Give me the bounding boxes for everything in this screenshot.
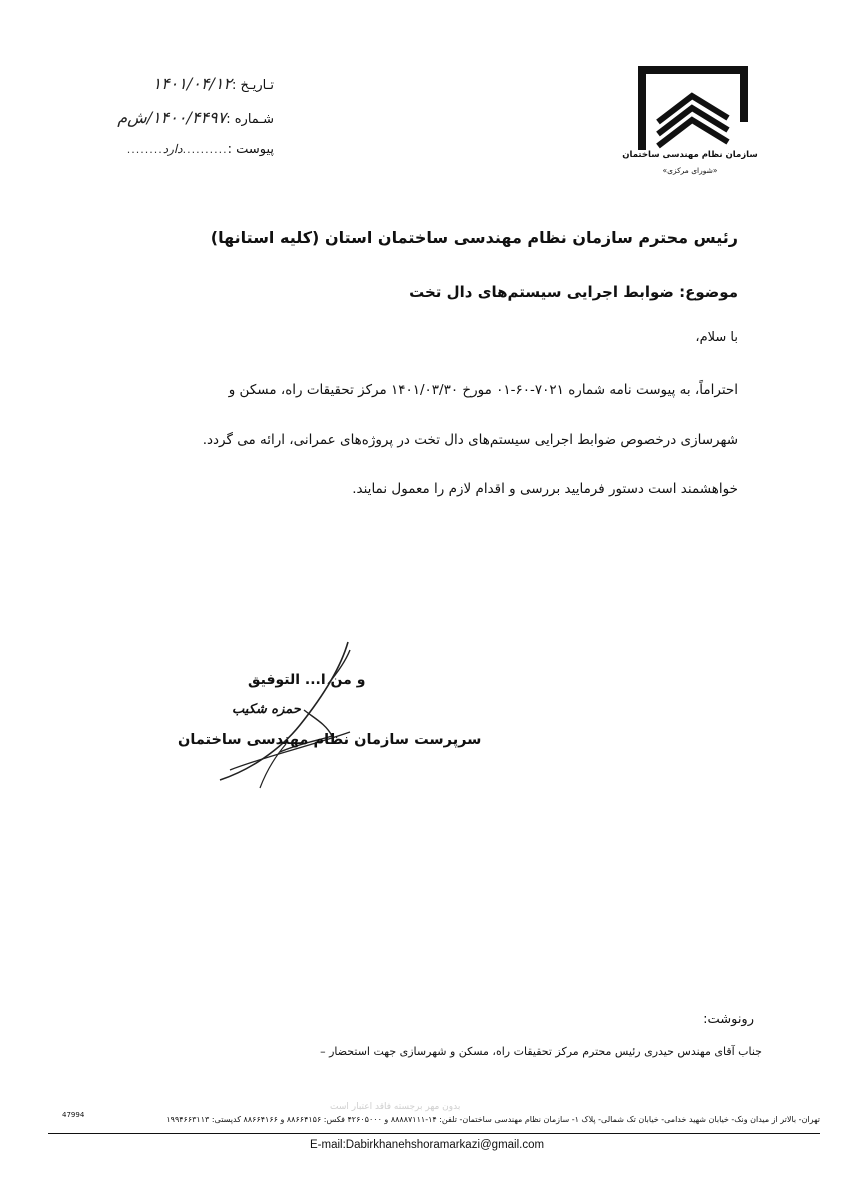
subject: موضوع: ضوابط اجرایی سیستم‌های دال تخت	[409, 283, 738, 301]
logo-org-name: سازمان نظام مهندسی ساختمان	[622, 150, 758, 160]
number-value: ۱۴۰۰/۴۴۹۷/ش‌م	[117, 108, 227, 127]
logo-org-unit: «شورای مرکزی»	[662, 166, 718, 175]
attachment-dots: ..........	[182, 143, 228, 156]
attachment-label: پیوست :	[227, 142, 274, 157]
signature-closing: و من ا... التوفیق	[248, 672, 366, 688]
number-label: شـماره :	[226, 112, 274, 127]
attachment-dots-trail: ........	[126, 143, 163, 156]
date-row	[152, 74, 274, 93]
date-value: ۱۴۰۱/۰۴/۱۲	[152, 74, 232, 93]
organization-logo-icon	[628, 62, 758, 182]
stamp-number: 47994	[62, 1111, 85, 1119]
attachment-row	[127, 142, 274, 157]
signatory-title: سرپرست سازمان نظام مهندسی ساختمان	[178, 732, 482, 748]
faded-note: بدون مهر برجسته فاقد اعتبار است	[330, 1102, 461, 1112]
footer-email: E-mail:Dabirkhanehshoramarkazi@gmail.com	[310, 1139, 545, 1151]
footer-divider	[48, 1133, 820, 1134]
attachment-value: دارد	[162, 142, 183, 156]
greeting: با سلام،	[695, 330, 738, 345]
body-paragraph-3: خواهشمند است دستور فرمایید بررسی و اقدام لازم را معمول نمایند.	[352, 481, 738, 497]
addressee: رئیس محترم سازمان نظام مهندسی ساختمان استان (کلیه استانها)	[210, 228, 738, 247]
body-paragraph-2: شهرسازی درخصوص ضوابط اجرایی سیستم‌های دال تخت در پروژه‌های عمرانی، ارائه می گردد.	[202, 432, 738, 448]
date-label: تـاریـخ :	[232, 78, 274, 93]
body-paragraph-1: احتراماً، به پیوست نامه شماره ۷۰۲۱-۶۰-۰۱ مورخ ۱۴۰۱/۰۳/۳۰ مرکز تحقیقات راه، مسکن و	[228, 382, 738, 398]
cc-recipient: جناب آقای مهندس حیدری رئیس محترم مرکز تحقیقات راه، مسکن و شهرسازی جهت استحضار –	[320, 1045, 762, 1058]
footer-address: تهران- بالاتر از میدان ونک- خیابان شهید خدامی- خیابان تک شمالی- پلاک ۱- سازمان نظام مهندسی ساختمان- تلفن: ۱۴-۸۸۸۸۷۱۱۱ و ۴۲۶۰۵۰۰۰ فکس: ۸۸۶۶۴۱۵۶ و ۸۸۶۶۴۱۶۶ کدپستی: ۱۹۹۴۶۶۳۱۱۳	[166, 1115, 820, 1124]
cc-label: رونوشت:	[703, 1012, 754, 1027]
signatory-name: حمزه شکیب	[232, 702, 301, 717]
number-row	[117, 108, 274, 127]
